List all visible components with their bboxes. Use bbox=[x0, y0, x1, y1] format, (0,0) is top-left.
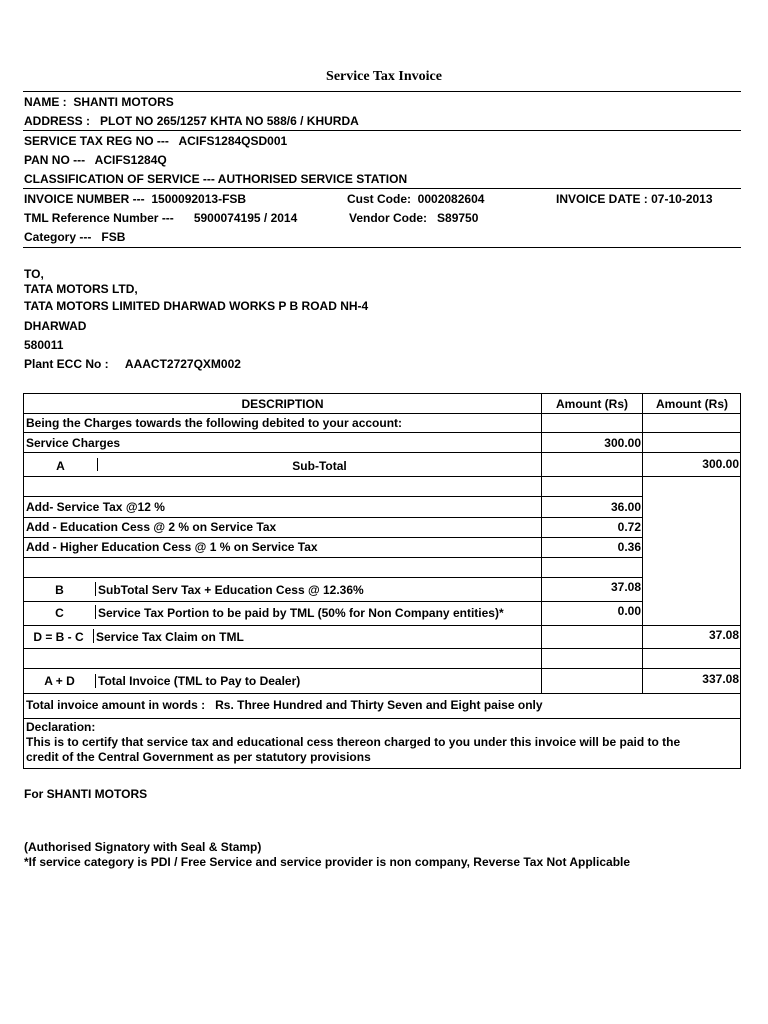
pan-value: ACIFS1284Q bbox=[94, 153, 167, 167]
invoice-title: Service Tax Invoice bbox=[326, 69, 442, 84]
vendor-code-row bbox=[349, 211, 478, 225]
table-rule bbox=[23, 452, 741, 453]
invoice-date-row bbox=[556, 192, 713, 206]
name-row bbox=[24, 95, 174, 109]
tml-ref-value: 5900074195 / 2014 bbox=[193, 211, 298, 225]
a-amount: 300.00 bbox=[702, 457, 739, 471]
invoice-number-label: INVOICE NUMBER --- bbox=[24, 192, 145, 206]
authorised-signatory: (Authorised Signatory with Seal & Stamp) bbox=[24, 840, 262, 854]
st-reg-label: SERVICE TAX REG NO --- bbox=[24, 134, 169, 148]
invoice-date-value: 07-10-2013 bbox=[651, 192, 713, 206]
service-charges-label: Service Charges bbox=[26, 436, 121, 450]
vendor-code-label: Vendor Code: bbox=[349, 211, 428, 225]
code-separator bbox=[95, 674, 96, 688]
c-code: C bbox=[55, 606, 64, 620]
amount-in-words-label: Total invoice amount in words : bbox=[26, 698, 206, 712]
cust-code-row bbox=[347, 192, 484, 206]
recipient-pin: 580011 bbox=[24, 338, 64, 352]
service-tax-amount: 36.00 bbox=[610, 500, 641, 514]
service-tax-label: Add- Service Tax @12 % bbox=[26, 500, 165, 514]
invoice-number-value: 1500092013-FSB bbox=[151, 192, 247, 206]
header-rule-3 bbox=[23, 247, 741, 248]
code-separator bbox=[95, 605, 96, 619]
address-row bbox=[24, 114, 359, 128]
table-col-rule bbox=[642, 393, 643, 693]
vendor-code-value: S89750 bbox=[437, 211, 479, 225]
col-description-header: DESCRIPTION bbox=[241, 397, 324, 411]
cust-code-label: Cust Code: bbox=[347, 192, 411, 206]
address-label: ADDRESS : bbox=[24, 114, 91, 128]
table-rule bbox=[23, 476, 741, 477]
table-rule bbox=[23, 537, 642, 538]
being-charges-text: Being the Charges towards the following debited to your account: bbox=[26, 416, 403, 430]
d-amount: 37.08 bbox=[708, 628, 739, 642]
table-rule bbox=[23, 668, 741, 669]
d-code: D = B - C bbox=[33, 630, 84, 644]
education-cess-label: Add - Education Cess @ 2 % on Service Tax bbox=[26, 520, 277, 534]
c-amount: 0.00 bbox=[617, 604, 641, 618]
st-reg-value: ACIFS1284QSD001 bbox=[178, 134, 288, 148]
cust-code-value: 0002082604 bbox=[417, 192, 485, 206]
to-label: TO, bbox=[24, 267, 44, 281]
education-cess-amount: 0.72 bbox=[617, 520, 641, 534]
b-label: SubTotal Serv Tax + Education Cess @ 12.36% bbox=[98, 583, 364, 597]
plant-ecc-row bbox=[24, 357, 241, 371]
tml-ref-label: TML Reference Number --- bbox=[24, 211, 174, 225]
declaration-line-1: This is to certify that service tax and educational cess thereon charged to you under this invoice will be paid to the bbox=[26, 735, 681, 749]
invoice-date-label: INVOICE DATE : bbox=[556, 192, 648, 206]
category-row bbox=[24, 230, 125, 244]
amount-in-words-value: Rs. Three Hundred and Thirty Seven and Eight paise only bbox=[215, 698, 543, 712]
table-rule bbox=[23, 648, 741, 649]
total-invoice-amount: 337.08 bbox=[702, 672, 739, 686]
table-rule bbox=[23, 625, 741, 626]
d-label: Service Tax Claim on TML bbox=[96, 630, 244, 644]
code-separator bbox=[93, 629, 94, 643]
table-rule bbox=[23, 496, 642, 497]
col-amount2-header: Amount (Rs) bbox=[656, 397, 728, 411]
table-rule bbox=[23, 432, 741, 433]
recipient-company: TATA MOTORS LTD, bbox=[24, 282, 138, 296]
invoice-number-row bbox=[24, 192, 246, 206]
name-label: NAME : bbox=[24, 95, 67, 109]
table-rule bbox=[23, 557, 642, 558]
tml-ref-row bbox=[24, 211, 297, 225]
header-top-rule bbox=[23, 91, 741, 92]
a-label: Sub-Total bbox=[292, 459, 347, 473]
amount-in-words-row bbox=[26, 698, 543, 712]
category-value: FSB bbox=[101, 230, 126, 244]
category-label: Category --- bbox=[24, 230, 92, 244]
c-label: Service Tax Portion to be paid by TML (50% for Non Company entities)* bbox=[98, 606, 504, 620]
declaration-title: Declaration: bbox=[26, 720, 96, 734]
for-company: For SHANTI MOTORS bbox=[24, 787, 148, 801]
plant-ecc-value: AAACT2727QXM002 bbox=[124, 357, 241, 371]
b-amount: 37.08 bbox=[610, 580, 641, 594]
ad-code: A + D bbox=[44, 674, 75, 688]
footer-note: *If service category is PDI / Free Service and service provider is non company, Reverse Tax Not Applicable bbox=[24, 855, 631, 869]
ad-label: Total Invoice (TML to Pay to Dealer) bbox=[98, 674, 301, 688]
plant-ecc-label: Plant ECC No : bbox=[24, 357, 109, 371]
classification: CLASSIFICATION OF SERVICE --- AUTHORISED SERVICE STATION bbox=[24, 172, 408, 186]
table-rule bbox=[23, 718, 741, 719]
declaration-line-2: credit of the Central Government as per statutory provisions bbox=[26, 750, 371, 764]
col-amount1-header: Amount (Rs) bbox=[556, 397, 628, 411]
code-separator bbox=[95, 582, 96, 596]
service-charges-amount: 300.00 bbox=[604, 436, 641, 450]
b-code: B bbox=[55, 583, 64, 597]
table-rule bbox=[23, 601, 642, 602]
header-rule-1 bbox=[23, 130, 741, 131]
table-rule bbox=[23, 413, 741, 414]
st-reg-row bbox=[24, 134, 287, 148]
pan-row bbox=[24, 153, 167, 167]
name-value: SHANTI MOTORS bbox=[73, 95, 174, 109]
higher-education-cess-label: Add - Higher Education Cess @ 1 % on Service Tax bbox=[26, 540, 318, 554]
header-rule-2 bbox=[23, 188, 741, 189]
table-rule bbox=[23, 577, 642, 578]
table-rule bbox=[23, 693, 741, 694]
higher-education-cess-amount: 0.36 bbox=[617, 540, 641, 554]
address-value: PLOT NO 265/1257 KHTA NO 588/6 / KHURDA bbox=[100, 114, 359, 128]
pan-label: PAN NO --- bbox=[24, 153, 86, 167]
table-rule bbox=[23, 517, 642, 518]
a-code: A bbox=[56, 459, 65, 473]
recipient-address: TATA MOTORS LIMITED DHARWAD WORKS P B ROAD NH-4 bbox=[24, 299, 369, 313]
recipient-city: DHARWAD bbox=[24, 319, 87, 333]
